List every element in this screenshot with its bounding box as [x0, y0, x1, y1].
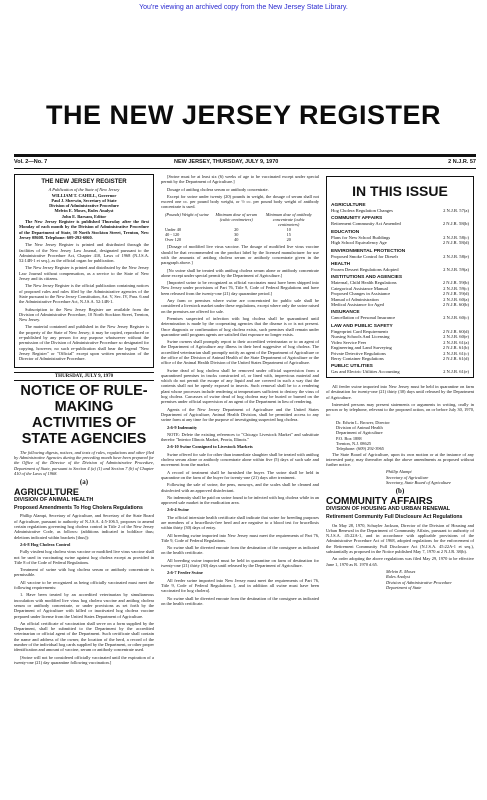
body-paragraph: [Imported swine to be recognized as official vaccinates must have been shipped into New Jersey under provisions of Part 76, Title 9, Code of Federal Regulations and have been released from the twenty-one (21) day quarantine period.]: [161, 280, 319, 296]
toc-entry-title: Manual of Administration: [331, 296, 379, 302]
middle-column: [161, 174, 319, 794]
toc-entry-title: Frozen Dessert Regulations Adopted: [331, 267, 399, 273]
toc-entry-page: 2 N.J.R. 61(e): [443, 369, 469, 375]
toc-entry-title: Gas and Electric Utilities Accounting: [331, 369, 400, 375]
right-column: [326, 384, 474, 794]
toc-entry-page: 2 N.J.R. 60(a): [443, 296, 469, 302]
archive-notice: You're viewing an archived copy from the New Jersey State Library.: [139, 4, 348, 11]
toc-entry-title: Berry Container Regulations: [331, 355, 384, 361]
toc-list: [331, 203, 469, 378]
body-paragraph: Any farm or premises where swine are concentrated for public sale shall be considered a livestock market under these regulations, except where only the swine raised on the premises are offered for sale.: [161, 298, 319, 314]
toc-entry-title: Engineering and Land Surveying: [331, 345, 392, 351]
body-paragraph: [Swine must be at least six (6) weeks of age to be vaccinated except under special permit by the Department of Agriculture.]: [161, 174, 319, 185]
toc-entry-page: 2 N.J.R. 59(c): [443, 285, 469, 291]
in-this-issue-box: [326, 176, 474, 378]
toc-entry-title: Retirement Community Act Amended: [331, 221, 401, 227]
publisher-subtitle: A Publication of the State of New Jersey: [48, 187, 120, 193]
body-paragraph: [Dosage of modified live virus vaccine. The dosage of modified live virus vaccine should be that recommended on the product label by the licensed manufacturer for use with the amounts of antihog cholera serum or antibody concentrate given in the paragraph above.]: [161, 244, 319, 266]
table-header-cell: Minimum dose of antibody concentrate (cubic centimeters): [265, 211, 312, 227]
body-paragraph: No swine shall be diverted enroute from the destination of the consignee as indicated on the health certificate.: [161, 545, 319, 556]
toc-category: INSURANCE: [331, 310, 360, 316]
toc-entry: [331, 302, 469, 307]
publisher-paragraph: The New Jersey Register is printed and distributed by the New Jersey Law Journal without compensation, as a service to the State of New Jersey and its citizens.: [19, 265, 149, 282]
signature-line: Department of State: [386, 584, 422, 590]
section-agriculture: AGRICULTURE: [14, 486, 79, 497]
body-paragraph: All breeding swine imported must be held in quarantine on farm of destination for twenty-one (21) thirty (30) days until released by the Department of Agriculture.: [161, 557, 319, 569]
toc-entry-page: 2 N.J.R. 58(c): [443, 234, 469, 240]
item-letter-b: (b): [395, 487, 405, 496]
toc-entry-page: 2 N.J.R. 60(b): [442, 302, 469, 308]
headline-hog-cholera: Proposed Amendments To Hog Cholera Regulations: [14, 505, 143, 512]
toc-entry-title: Nursing Schools And Licensing: [331, 334, 390, 340]
body-paragraph: [No swine shall be treated with antihog cholera serum alone or antibody concentrate alone except under special permit by the Department of Agriculture.]: [161, 267, 319, 278]
issue-date: NEW JERSEY, THURSDAY, JULY 9, 1970: [174, 159, 279, 165]
toc-entry-title: Cancellation of Personal Insurance: [331, 315, 396, 321]
publisher-paragraph: The New Jersey Register is printed and distributed through the facilities of the New Jersey Law Journal, designated pursuant to the Administrative Procedure Act, Chapter 410, Laws of 1968 (N.J.S.A. 52:14B-1 et seq.), as the official organ for publication.: [19, 242, 149, 264]
toc-entry: [331, 369, 469, 374]
toc-category: HEALTH: [331, 262, 351, 268]
toc-entry-title: High School Equivalency Age: [331, 240, 387, 246]
address-line: Trenton, N.J. 08625: [336, 440, 372, 446]
table-cell: 10: [286, 227, 291, 233]
contact-address: [326, 420, 474, 452]
address-line: Dr. Edwin L. Brower, Director: [336, 419, 390, 425]
signature-line: Secretary, State Board of Agriculture: [386, 480, 451, 486]
body-paragraph: Treatment of swine with hog cholera serum or antibody concentrate is permissible.: [14, 567, 154, 578]
table-header-cell: (Pounds) Weight of swine: [165, 211, 209, 217]
toc-entry: [331, 254, 469, 259]
body-paragraph: 2:6-4 Swine: [167, 507, 189, 513]
publisher-paragraph: The New Jersey Register is published Thursday after the first Monday of each month by the Division of Administrative Procedure of the Department of State, 10 North Stockton Street, Trenton, New Jersey 08608. Telephone: 609-292-6060.: [19, 219, 149, 240]
toc-entry-title: Video Service Fees: [331, 339, 367, 345]
toc-entry: [331, 240, 469, 245]
body-paragraph: An official certificate of vaccination shall serve on a form supplied by the Department, shall be submitted to the Department by the accredited veterinarian or official agent of the Department. Such certificate shall contain the name and address of the owner, the location of the herd, a record of the number of the individual hog cards supplied by the Department, or other proper identification and amount of vaccine, serum or antibody concentrate used.: [14, 620, 154, 653]
publisher-paragraph: Subscription to the New Jersey Register are available from the Division of Administrative Procedure, 10 North Stockton Street, Trenton, New Jersey.: [19, 306, 149, 323]
body-paragraph: 2:6-9 Indemnity: [167, 424, 198, 430]
body-paragraph: Interested persons may present statements or arguments in writing, orally in person or by telephone, relevant to the proposed action, on or before July 30, 1970, to:: [326, 401, 474, 418]
table-cell: 30: [234, 232, 239, 238]
toc-category: LAW AND PUBLIC SAFETY: [331, 323, 393, 329]
table-row: [165, 237, 315, 242]
signature-line: Secretary of Agriculture: [386, 474, 429, 480]
toc-entry-title: Medical Assistance for Aged: [331, 302, 384, 308]
table-cell: Over 120: [165, 237, 182, 243]
official-4: John E. Barsam, Editor: [61, 213, 107, 219]
body-paragraph: Premises suspected of infection with hog cholera shall be quarantined until determination is made by the cooperating agencies that the disease is or is not present. Once diagnosis or confirmation of hog cholera exists, such premises shall remain under quarantine until program agents are satisfied that exposure no longer exists.: [161, 315, 319, 337]
body-paragraph: Swine dead of hog cholera shall be removed under official supervision from a quarantined premises in trucks constructed of, or lined with, impervious material and which do not permit the escape of any liquid and are covered in such a way that the contents shall not be openly exposed to insects. Such removal shall be to a rendering plant whose processes include rendering at temperatures sufficient to destroy the virus of hog cholera. Carcasses of swine dead of hog cholera may be buried or burned on the premises under official supervision of an agent of the Department in lieu of rendering.: [161, 367, 319, 405]
body-paragraph: The official interstate health certificate shall indicate that swine for breeding purposes are members of a brucellosis-free herd and are negative to a blood test for brucellosis within thirty (30) days of entry.: [161, 514, 319, 531]
body-paragraph: Swine owners shall promptly report to their accredited veterinarian or to an agent of the Department of Agriculture any illness in their herd suggestive of hog cholera. The accredited veterinarian shall promptly notify an agent of the Department of Agriculture or the office of the Division of Animal Health of the State Department of Agriculture or the office of the Animal Health Division of the United States Department of Agriculture.: [161, 339, 319, 366]
table-cell: 15: [286, 232, 291, 238]
toc-entry: [331, 208, 469, 213]
body-paragraph: All feeder swine imported into New Jersey must be held in quarantine on farm of destination for twenty-one (21) thirty (30) days until released by the Department of Agriculture.: [326, 384, 474, 400]
toc-entry-page: 2 N.J.R. 61(a): [443, 339, 469, 345]
toc-entry: [331, 356, 469, 361]
toc-entry-title: Categorical Assistance Manual: [331, 285, 388, 291]
table-cell: 20: [234, 227, 239, 233]
body-paragraph: Agents of the New Jersey Department of Agriculture and the United States Department of Agriculture, Animal Health Division, shall be permitted access to any swine farm at any time for the purpose of investigating suspected hog cholera.: [161, 406, 319, 423]
body-paragraph: Dosage of antihog cholera serum or antibody concentrate.: [167, 186, 269, 192]
signature-line: Melvin E. Moses: [386, 568, 416, 574]
toc-category: AGRICULTURE: [331, 203, 366, 208]
address-line: Division of Animal Health: [336, 425, 383, 431]
body-paragraph: No swine shall be diverted enroute from the destination of the consignee as indicated on the health certificate.: [161, 595, 319, 606]
body-paragraph: 2:6-8 Hog Cholera Control: [20, 541, 71, 547]
toc-category: ENVIRONMENTAL PROTECTION: [331, 248, 406, 254]
notice-intro: The following digests, notices, and texts of rules, regulations and other filed by Administrative Agencies during the preceding month have been prepared for the Office of the Director of the Division of Administrative Procedure, Department of State, pursuant to Section 4 (a) (1) and Section 7 (b) of Chapter 410 of the Laws of 1968.: [14, 449, 154, 476]
body-paragraph: Swine offered for sale for other than immediate slaughter shall be treated with antihog cholera serum alone or antibody concentrate alone within five (5) days of such sale and movement from the market.: [161, 451, 319, 468]
toc-category: EDUCATION: [331, 229, 360, 235]
subsection-housing: DIVISION OF HOUSING AND URBAN RENEWAL: [326, 505, 451, 512]
toc-entry: [331, 267, 469, 272]
body-paragraph: Except for swine under twenty (20) pounds in weight, the dosage of serum shall not exceed one cc. per pound body weight, or ½ cc. per pound body weight of antibody concentrate is used.: [161, 193, 319, 210]
body-paragraph: 1. Have been treated by an accredited veterinarian by simultaneous inoculation with modified live virus hog cholera vaccine and antihog cholera serum or antibody concentrate, or under provisions as set forth by the Department of Agriculture with killed or inactivated hog cholera vaccine prepared under license from the United States Department of Agriculture.: [14, 592, 154, 619]
toc-entry-page: 2 N.J.R. 59(d): [442, 291, 469, 297]
dosage-table: [165, 212, 315, 243]
official-2: Division of Administrative Procedure: [49, 203, 119, 209]
page-citation: 2 N.J.R. 57: [448, 159, 476, 165]
body-paragraph: NOTE: Delete the existing references to "Chicago Livestock Market" and substitute therefor "Interior Illinois Market, Peoria, Illinois.": [161, 431, 319, 443]
toc-entry-page: 2 N.J.R. 58(d): [442, 240, 469, 246]
table-header: [165, 212, 315, 227]
toc-entry: [331, 221, 469, 226]
issue-line: [14, 159, 476, 168]
official-3: Melvin E. Moses, Rules Analyst: [54, 208, 114, 214]
body-paragraph: An order adopting the above regulations was filed May 29, 1970 to be effective June 1, 1970 as R. 1970 d.65.: [326, 556, 474, 567]
body-paragraph: All vaccine to be recognized as being officially vaccinated must meet the following requirements:: [14, 579, 154, 591]
body-paragraph: [Swine will not be considered officially vaccinated until the expiration of a twenty-one (21) day quarantine following vaccination.]: [14, 654, 154, 665]
body-paragraph: 2:6-7 Feeder Swine: [167, 570, 203, 576]
toc-entry-page: 2 N.J.R. 60(c): [443, 315, 469, 321]
body-paragraph: Fully virulent hog cholera virus vaccine or modified live virus vaccine shall not be used in vaccinating swine against hog cholera except as provided in Title 8 of the Code of Federal Regulations.: [14, 549, 154, 565]
volume-number: Vol. 2—No. 7: [14, 159, 48, 165]
body-paragraph: Phillip Alampi, Secretary of Agriculture, and Secretary of the State Board of Agriculture, pursuant to authority of N.J.S.A. 4:5-106.5, proposes to amend certain regulations governing hog cholera control in Title 2 of the New Jersey Administrative Code, as follows: (additions indicated in boldface thus; deletions indicated within brackets [thus]):: [14, 513, 154, 540]
publisher-box: [14, 174, 154, 368]
toc-entry-title: Hog Cholera Regulation Changes: [331, 208, 393, 213]
body-paragraph: All breeding swine imported into New Jersey must meet the requirements of Part 76, Title 9, Code of Federal Regulations.: [161, 532, 319, 543]
publisher-paragraph: The material contained and published in the New Jersey Register is the property of the State of New Jersey; it may be copied, reproduced or re-published by any person for any purpose whatsoever without the permission of the Division of Administrative Procedure so designated for copying, however, no such re-publication shall bear the legend "New Jersey Register" or "Official" except upon written permission of the Director of Administrative Procedure.: [19, 324, 149, 362]
left-column: [14, 174, 154, 794]
toc-entry-page: 2 N.J.R. 58(e): [443, 253, 469, 259]
address-line: Department of Agriculture: [336, 430, 383, 436]
body-paragraph: 2:6-10 Swine Consigned to Livestock Markets: [167, 444, 253, 450]
date-line: THURSDAY, JULY 9, 1970: [14, 372, 154, 381]
toc-entry-page: 2 N.J.R. 59(b): [442, 280, 469, 286]
toc-entry-page: 2 N.J.R. 61(c): [443, 350, 469, 356]
signature-line: Rules Analyst: [386, 574, 410, 580]
masthead-title: THE NEW JERSEY REGISTER: [45, 100, 442, 130]
toc-entry-title: Fingerprint Card Requirements: [331, 328, 389, 334]
section-community-affairs: COMMUNITY AFFAIRS: [326, 495, 433, 507]
signature-block: [326, 469, 474, 485]
toc-entry: [331, 315, 469, 320]
official-1: Paul J. Sherwin, Secretary of State: [51, 197, 117, 203]
official-0: WILLIAM T. CAHILL, Governor: [51, 192, 117, 198]
signature-line: Phillip Alampi: [386, 469, 412, 475]
subsection-animal-health: DIVISION OF ANIMAL HEALTH: [14, 496, 94, 503]
item-letter-a: (a): [79, 478, 89, 487]
toc-entry-title: Proposed Smoke Control for Diesels: [331, 253, 399, 259]
table-cell: 40 - 120: [165, 232, 180, 238]
toc-category: PUBLIC UTILITIES: [331, 364, 373, 370]
toc-entry-page: 2 N.J.R. 61(d): [442, 355, 469, 361]
toc-entry-title: Private Detective Regulations: [331, 350, 386, 356]
body-paragraph: The State Board of Agriculture, upon its own motion or at the instance of any interested party, may thereafter adopt the above amendments as proposed without further notice.: [326, 451, 474, 468]
toc-entry-page: 2 N.J.R. 60(e): [443, 334, 469, 340]
body-paragraph: A record of treatment shall be furnished the buyer. The swine shall be held in quarantine on the farm of the buyer for twenty-one (21) days after treatment.: [161, 469, 319, 480]
toc-entry-page: 2 N.J.R. 58(b): [442, 221, 469, 227]
signature-block-2: [326, 569, 474, 590]
headline-retirement: Retirement Community Full Disclosure Act Regulations: [326, 514, 463, 521]
toc-entry-page: 2 N.J.R. 60(d): [442, 328, 469, 334]
toc-category: INSTITUTIONS AND AGENCIES: [331, 275, 403, 281]
body-paragraph: On May 28, 1970, Schuyler Jackson, Director of the Division of Housing and Urban Renewal in the Department of Community Affairs, pursuant to authority of N.J.S.A. 45:22A-1, and in accordance with applicable provisions of the Administrative Procedure Act of 1968, adopted regulations for the enforcement of the Retirement Community Full Disclosure Act (N.J.S.A. 45:22A-1 et seq.), substantially as proposed in the Notice published May 7, 1970 at 2 N.J.R. 38(b).: [326, 522, 474, 555]
body-paragraph: All feeder swine imported into New Jersey must meet the requirements of Part 76, Title 9, Code of Federal Regulations [, and in addition all swine must have been vaccinated for hog cholera].: [161, 577, 319, 594]
toc-entry-title: Plans for New School Buildings: [331, 234, 391, 240]
toc-title: IN THIS ISSUE: [352, 183, 448, 199]
toc-entry-title: Maternal, Child Health Regulations: [331, 280, 397, 286]
table-cell: 20: [286, 237, 291, 243]
toc-entry-page: 2 N.J.R. 57(a): [443, 208, 469, 213]
masthead-rule: [14, 154, 476, 157]
address-line: Telephone: (609) 292-3965: [336, 446, 384, 452]
publisher-title: THE NEW JERSEY REGISTER: [41, 179, 127, 185]
body-paragraph: No indemnity shall be paid on swine found to be infected with hog cholera while in an approved sale market in the eradication area.: [161, 494, 319, 506]
table-cell: Under 40: [165, 227, 182, 233]
toc-entry-page: 2 N.J.R. 61(b): [442, 345, 469, 351]
publisher-paragraph: The New Jersey Register is the official publication containing notices of proposed rules and rules filed by the Administrative agencies of the State pursuant to the New Jersey Constitution, Art. V, Sec. IV, Para. 6 and the Administrative Procedure Act, N.J.S.A. 52:14B-1.: [19, 283, 149, 305]
notice-title: NOTICE OF RULE-MAKING ACTIVITIES OF STATE AGENCIES: [20, 382, 148, 447]
address-line: P.O. Box 1888: [336, 435, 362, 441]
issue-rule: [14, 168, 476, 169]
body-paragraph: Following the sale of swine, the pens, runways, and the scales shall be cleaned and disinfected with an approved disinfectant.: [161, 482, 319, 493]
table-header-cell: Minimum dose of serum (cubic centimeters): [215, 211, 257, 222]
toc-entry-page: 2 N.J.R. 59(a): [443, 267, 469, 273]
toc-entry-title: Proposed Changes in Assistance: [331, 291, 391, 297]
signature-line: Division of Administrative Procedure: [386, 579, 452, 585]
toc-category: COMMUNITY AFFAIRS: [331, 216, 383, 222]
table-cell: 40: [234, 237, 239, 243]
